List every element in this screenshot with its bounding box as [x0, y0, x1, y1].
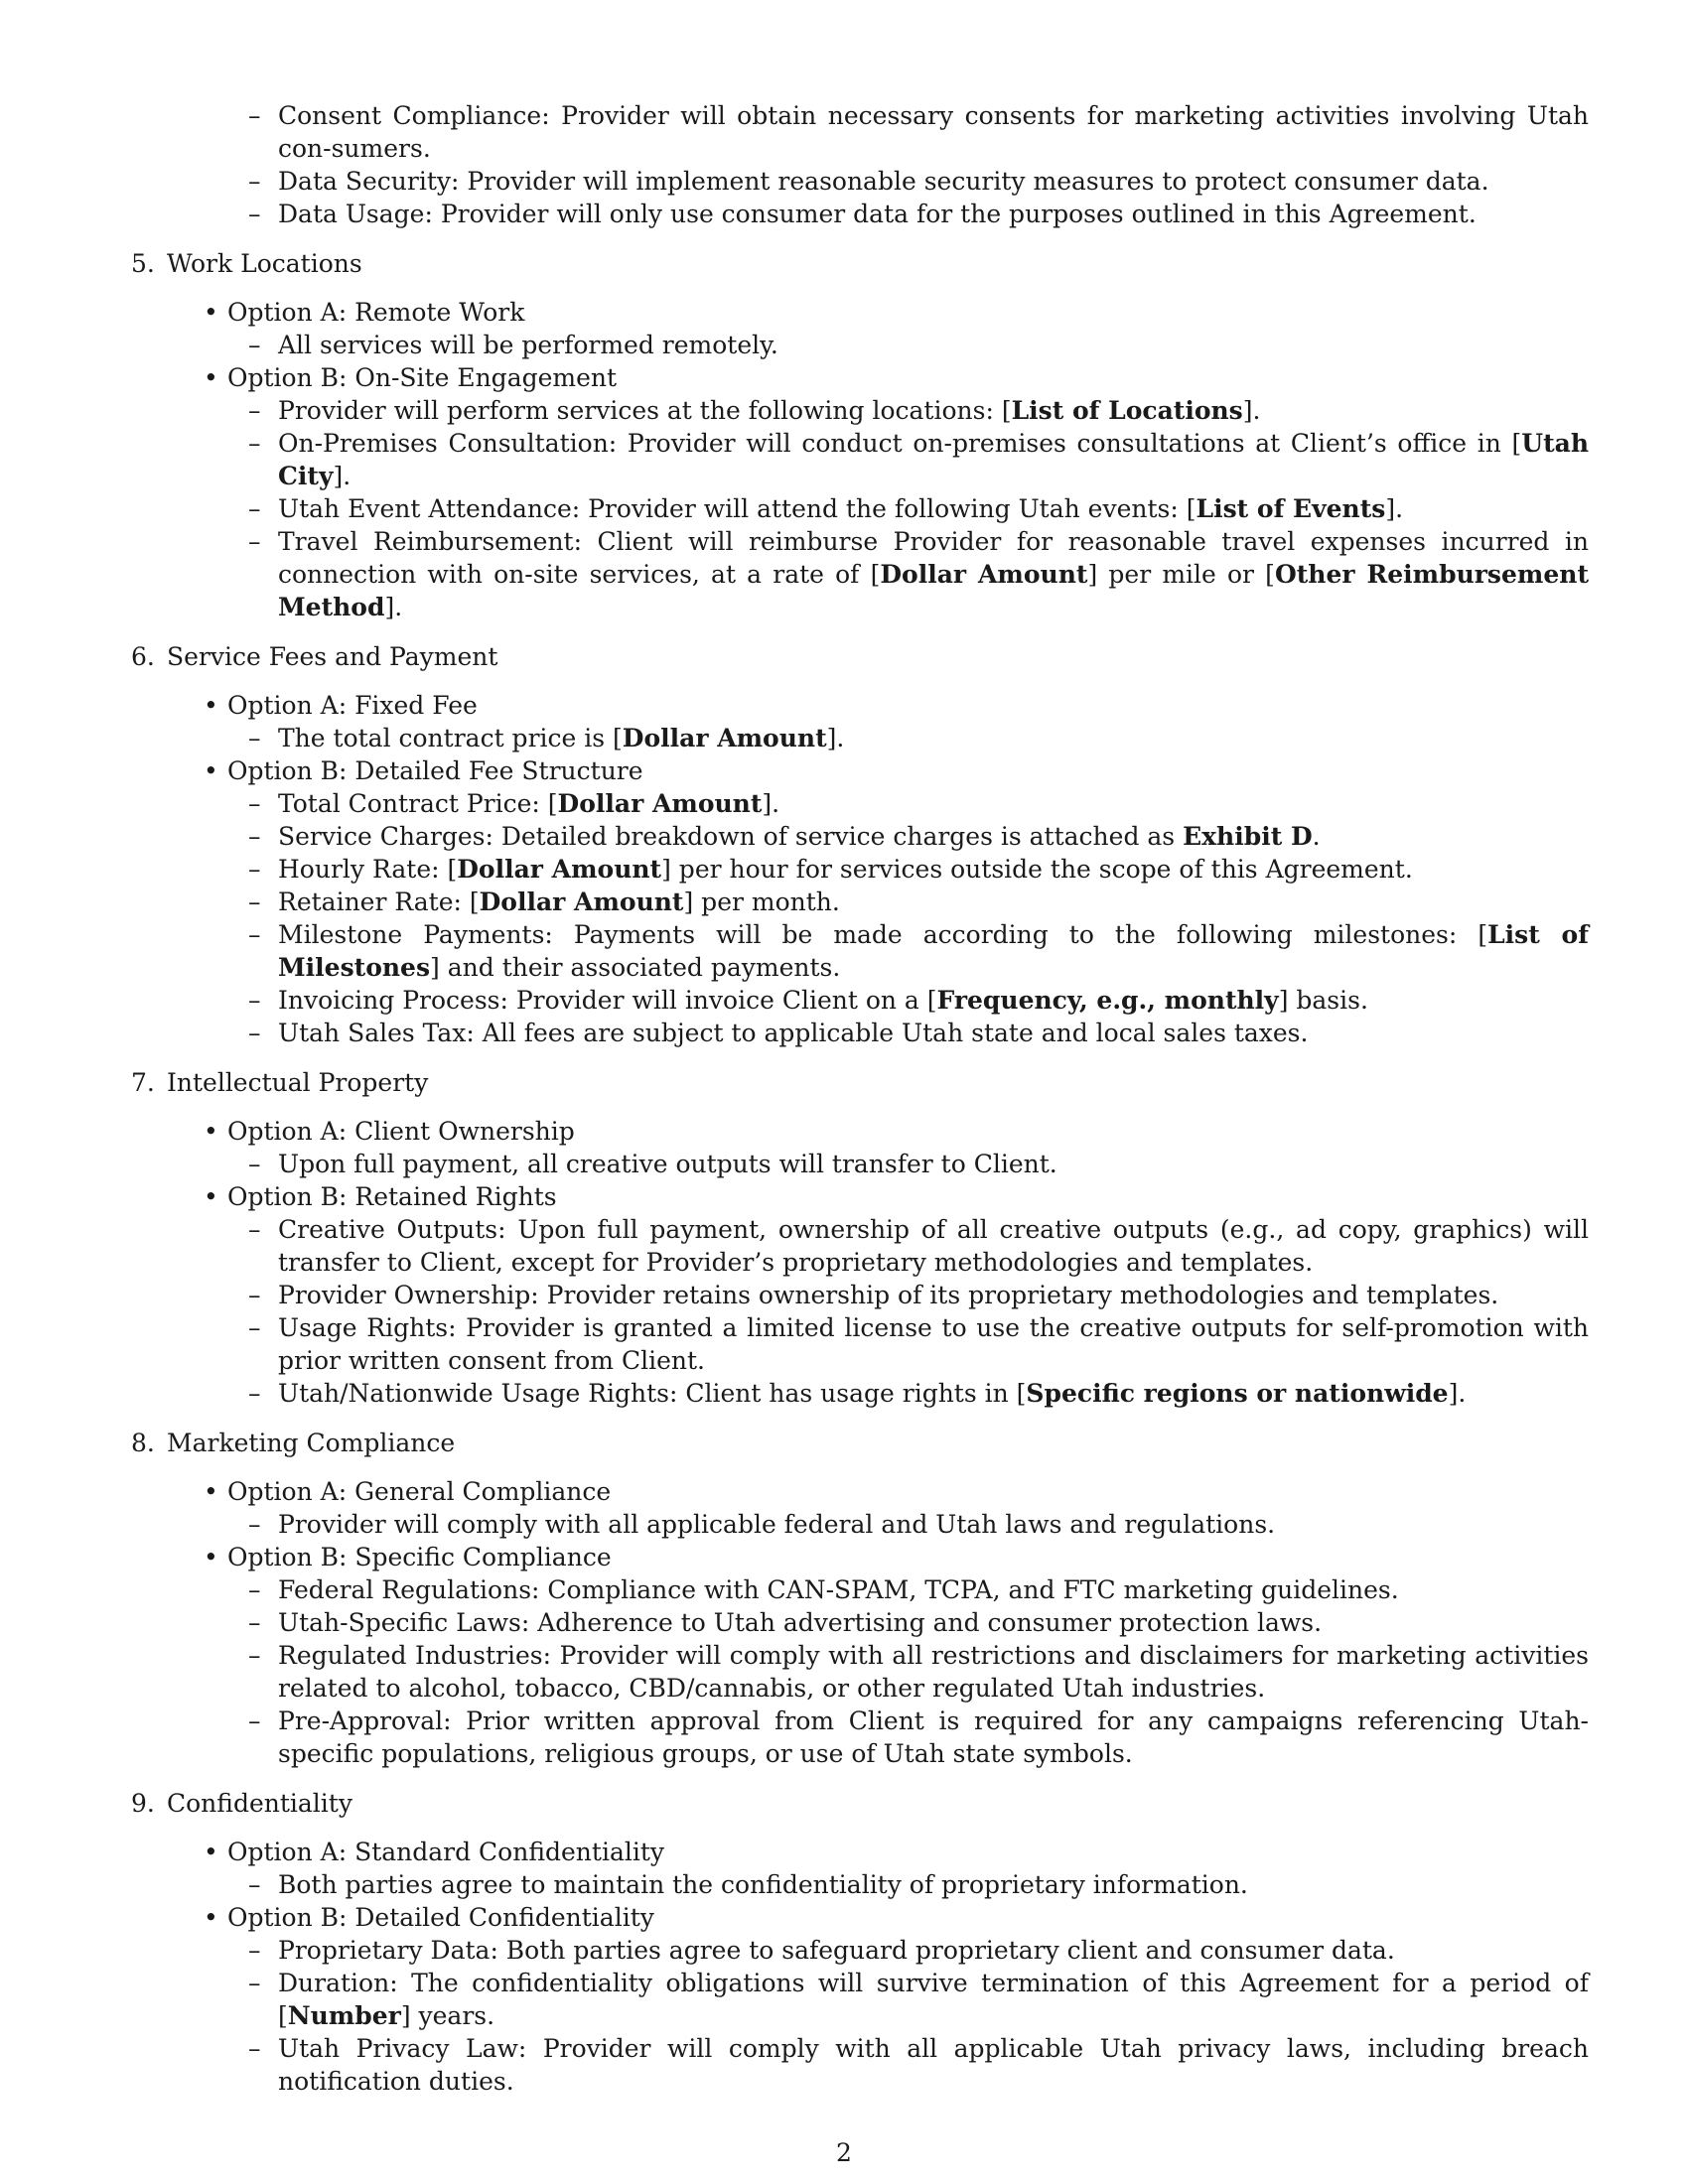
sub-item-tail: ] per month. — [683, 887, 840, 916]
bullet-marker: • — [204, 1477, 218, 1506]
dash-marker: – — [248, 101, 261, 130]
section-heading — [131, 640, 1688, 673]
section-number: 9. — [131, 1789, 155, 1818]
option-item — [204, 1475, 1688, 1508]
sub-item — [248, 722, 1589, 754]
sub-item-text: Retainer Rate: [ — [278, 887, 480, 916]
option-label: Option A: Standard Confidentiality — [227, 1838, 665, 1866]
sub-item — [248, 427, 1589, 492]
sub-item-text: Regulated Industries: Provider will comply with all restrictions and disclaimers for marketing activities related to alcohol, tobacco, CBD/cannabis, or other regulated Utah industries. — [278, 1641, 1589, 1703]
sub-item — [248, 1934, 1589, 1967]
sub-item-text: All services will be performed remotely. — [278, 331, 778, 359]
sub-item-text: Provider will comply with all applicable federal and Utah laws and regulations. — [278, 1510, 1276, 1539]
sub-item — [248, 165, 1589, 198]
sub-item — [248, 198, 1589, 230]
dash-marker: – — [248, 396, 261, 425]
placeholder-field: Dollar Amount — [880, 560, 1088, 589]
sub-item-text: The total contract price is [ — [278, 724, 623, 752]
bullet-marker: • — [204, 756, 218, 785]
sub-item — [248, 1606, 1589, 1639]
option-list — [0, 296, 1688, 623]
option-item — [204, 361, 1688, 394]
dash-marker: – — [248, 986, 261, 1015]
bullet-marker: • — [204, 298, 218, 327]
option-list — [0, 1475, 1688, 1770]
section-number: 7. — [131, 1068, 155, 1097]
placeholder-field: Utah City — [278, 429, 1589, 490]
placeholder-field: Other Reimbursement Method — [278, 560, 1589, 621]
dash-marker: – — [248, 167, 261, 196]
continued-subitems — [0, 99, 1688, 230]
sub-item — [248, 99, 1589, 165]
option-item — [204, 1901, 1688, 1934]
sub-item-tail: ]. — [826, 724, 845, 752]
section-confidentiality — [0, 1787, 1688, 2098]
sub-item — [248, 918, 1589, 984]
sub-item — [248, 820, 1589, 853]
sub-item-text: Consent Compliance: Provider will obtain necessary consents for marketing activities involving Utah con-sumers. — [278, 101, 1589, 163]
sub-item — [248, 1868, 1589, 1901]
sub-item-text: Travel Reimbursement: Client will reimburse Provider for reasonable travel expenses incurred in connection with on-site services, at a rate of [ — [278, 527, 1589, 589]
section-title: Intellectual Property — [167, 1068, 429, 1097]
dash-marker: – — [248, 1150, 261, 1178]
sub-item-text: Upon full payment, all creative outputs will transfer to Client. — [278, 1150, 1057, 1178]
section-work-locations — [0, 247, 1688, 623]
option-list — [0, 1836, 1688, 2098]
sub-item — [248, 1213, 1589, 1279]
section-title: Work Locations — [167, 249, 362, 278]
sub-item-text: On-Premises Consultation: Provider will conduct on-premises consultations at Client’s office in [ — [278, 429, 1522, 458]
sub-item-tail: ] years. — [400, 2001, 495, 2030]
dash-marker: – — [248, 855, 261, 884]
option-label: Option A: General Compliance — [227, 1477, 612, 1506]
sub-item-text: Proprietary Data: Both parties agree to safeguard proprietary client and consumer data. — [278, 1936, 1395, 1965]
placeholder-field: Dollar Amount — [479, 887, 684, 916]
option-list — [0, 1115, 1688, 1410]
sub-item — [248, 984, 1589, 1017]
section-service-fees — [0, 640, 1688, 1049]
dash-marker: – — [248, 1215, 261, 1244]
sub-item — [248, 2032, 1589, 2098]
bullet-marker: • — [204, 363, 218, 392]
section-heading — [131, 1787, 1688, 1820]
sub-item — [248, 394, 1589, 427]
sub-item — [248, 1311, 1589, 1377]
sub-item — [248, 329, 1589, 361]
dash-marker: – — [248, 920, 261, 949]
sub-item — [248, 1377, 1589, 1410]
section-number: 6. — [131, 642, 155, 671]
option-label: Option B: Detailed Fee Structure — [227, 756, 643, 785]
placeholder-field: List of Events — [1196, 494, 1386, 523]
dash-marker: – — [248, 1313, 261, 1342]
sub-item-text: Provider will perform services at the following locations: [ — [278, 396, 1012, 425]
sub-item — [248, 1508, 1589, 1541]
dash-marker: – — [248, 724, 261, 752]
dash-marker: – — [248, 429, 261, 458]
sub-item-text: Invoicing Process: Provider will invoice Client on a [ — [278, 986, 937, 1015]
sub-item-text: Provider Ownership: Provider retains ownership of its proprietary methodologies and templates. — [278, 1281, 1499, 1309]
placeholder-field: Dollar Amount — [457, 855, 662, 884]
sub-item-text: Usage Rights: Provider is granted a limited license to use the creative outputs for self-promotion with prior written consent from Client. — [278, 1313, 1589, 1375]
option-label: Option B: Specific Compliance — [227, 1543, 612, 1571]
section-heading — [131, 1066, 1688, 1099]
dash-marker: – — [248, 527, 261, 556]
sub-item-text: Pre-Approval: Prior written approval from Client is required for any campaigns referencing Utah-specific populations, religious groups, or use of Utah state symbols. — [278, 1706, 1589, 1768]
sub-item-text: Service Charges: Detailed breakdown of service charges is attached as — [278, 822, 1184, 851]
section-intellectual-property — [0, 1066, 1688, 1410]
bullet-marker: • — [204, 1117, 218, 1146]
sub-item-text: Milestone Payments: Payments will be made according to the following milestones: [ — [278, 920, 1488, 949]
section-heading — [131, 247, 1688, 280]
sub-item-text: Duration: The confidentiality obligations will survive termination of this Agreement for a period of [ — [278, 1969, 1589, 2030]
sub-item-tail: ]. — [762, 789, 780, 818]
sub-item — [248, 1967, 1589, 2032]
dash-marker: – — [248, 1379, 261, 1408]
placeholder-field: Specific regions or nationwide — [1026, 1379, 1449, 1408]
sub-item-tail: ]. — [384, 593, 403, 621]
placeholder-field: Dollar Amount — [622, 724, 827, 752]
option-label: Option A: Client Ownership — [227, 1117, 575, 1146]
option-item — [204, 1180, 1688, 1213]
dash-marker: – — [248, 1641, 261, 1670]
sub-item-tail: ] per mile or [ — [1087, 560, 1275, 589]
sub-item-text: Data Usage: Provider will only use consumer data for the purposes outlined in this Agreement. — [278, 200, 1477, 228]
dash-marker: – — [248, 494, 261, 523]
option-list — [0, 689, 1688, 1049]
sub-item-text: Creative Outputs: Upon full payment, ownership of all creative outputs (e.g., ad copy, graphics) will transfer to Client, except for Provider’s proprietary methodologies and templates. — [278, 1215, 1589, 1277]
dash-marker: – — [248, 2034, 261, 2063]
bullet-marker: • — [204, 1543, 218, 1571]
page-number: 2 — [836, 2138, 852, 2167]
dash-marker: – — [248, 1019, 261, 1047]
placeholder-field: Exhibit D — [1183, 822, 1313, 851]
dash-marker: – — [248, 1969, 261, 1997]
sub-item-text: Utah/Nationwide Usage Rights: Client has usage rights in [ — [278, 1379, 1027, 1408]
option-label: Option B: On-Site Engagement — [227, 363, 618, 392]
sub-item-text: Total Contract Price: [ — [278, 789, 558, 818]
sub-item-tail: . — [1312, 822, 1321, 851]
option-item — [204, 1541, 1688, 1573]
sub-item-tail: ]. — [333, 462, 352, 490]
sub-item — [248, 886, 1589, 918]
dash-marker: – — [248, 1706, 261, 1735]
sub-item-tail: ]. — [1242, 396, 1261, 425]
section-marketing-compliance — [0, 1427, 1688, 1770]
dash-marker: – — [248, 1575, 261, 1604]
dash-marker: – — [248, 1510, 261, 1539]
sub-item-tail: ]. — [1385, 494, 1404, 523]
section-number: 8. — [131, 1429, 155, 1457]
sub-item — [248, 1148, 1589, 1180]
dash-marker: – — [248, 822, 261, 851]
bullet-marker: • — [204, 1838, 218, 1866]
sub-item — [248, 1017, 1589, 1049]
sub-item — [248, 1639, 1589, 1705]
sub-item-text: Utah Sales Tax: All fees are subject to applicable Utah state and local sales taxes. — [278, 1019, 1309, 1047]
option-item — [204, 754, 1688, 787]
sub-item — [248, 1705, 1589, 1770]
sub-item-text: Hourly Rate: [ — [278, 855, 458, 884]
dash-marker: – — [248, 331, 261, 359]
section-number: 5. — [131, 249, 155, 278]
option-label: Option A: Fixed Fee — [227, 691, 478, 720]
option-item — [204, 689, 1688, 722]
section-heading — [131, 1427, 1688, 1459]
bullet-marker: • — [204, 1903, 218, 1932]
placeholder-field: Dollar Amount — [557, 789, 763, 818]
bullet-marker: • — [204, 1182, 218, 1211]
sub-item — [248, 853, 1589, 886]
option-item — [204, 1836, 1688, 1868]
option-label: Option B: Detailed Confidentiality — [227, 1903, 654, 1932]
dash-marker: – — [248, 1281, 261, 1309]
sub-item — [248, 525, 1589, 623]
dash-marker: – — [248, 789, 261, 818]
placeholder-field: Frequency, e.g., monthly — [936, 986, 1279, 1015]
dash-marker: – — [248, 1870, 261, 1899]
sub-item-tail: ] basis. — [1278, 986, 1368, 1015]
placeholder-field: List of Locations — [1011, 396, 1243, 425]
sub-item-text: Federal Regulations: Compliance with CAN-SPAM, TCPA, and FTC marketing guidelines. — [278, 1575, 1399, 1604]
section-title: Marketing Compliance — [167, 1429, 456, 1457]
sub-item-text: Utah-Specific Laws: Adherence to Utah advertising and consumer protection laws. — [278, 1608, 1323, 1637]
sub-item-text: Both parties agree to maintain the confidentiality of proprietary information. — [278, 1870, 1248, 1899]
sub-item-text: Utah Event Attendance: Provider will attend the following Utah events: [ — [278, 494, 1196, 523]
sub-item-tail: ] per hour for services outside the scope of this Agreement. — [661, 855, 1413, 884]
sub-item-tail: ] and their associated payments. — [430, 953, 841, 982]
sub-item — [248, 787, 1589, 820]
option-label: Option B: Retained Rights — [227, 1182, 557, 1211]
sub-item — [248, 1573, 1589, 1606]
dash-marker: – — [248, 1608, 261, 1637]
option-label: Option A: Remote Work — [227, 298, 525, 327]
placeholder-field: Number — [287, 2001, 401, 2030]
placeholder-field: List of Milestones — [278, 920, 1589, 982]
sub-item-text: Utah Privacy Law: Provider will comply with all applicable Utah privacy laws, including breach notification duties. — [278, 2034, 1589, 2096]
sub-item — [248, 492, 1589, 525]
dash-marker: – — [248, 200, 261, 228]
option-item — [204, 1115, 1688, 1148]
section-title: Confidentiality — [167, 1789, 352, 1818]
sub-item — [248, 1279, 1589, 1311]
bullet-marker: • — [204, 691, 218, 720]
dash-marker: – — [248, 1936, 261, 1965]
option-item — [204, 296, 1688, 329]
section-title: Service Fees and Payment — [167, 642, 498, 671]
dash-marker: – — [248, 887, 261, 916]
sub-item-tail: ]. — [1448, 1379, 1467, 1408]
sub-item-text: Data Security: Provider will implement reasonable security measures to protect consumer data. — [278, 167, 1489, 196]
